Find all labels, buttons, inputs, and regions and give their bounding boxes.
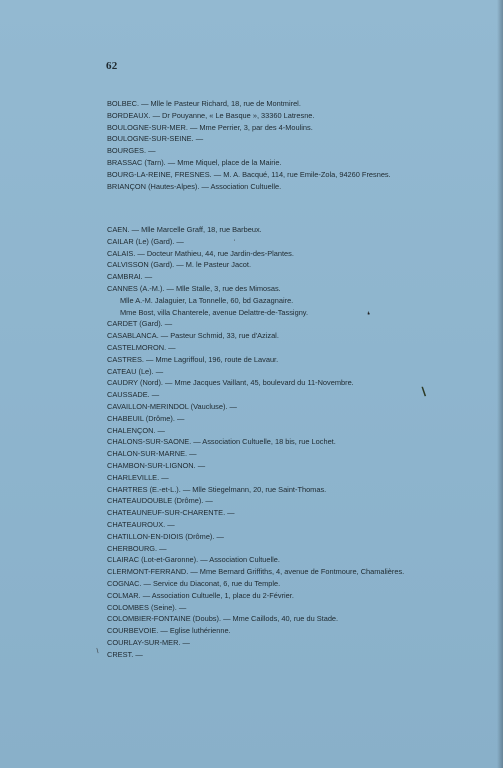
directory-entry: CHERBOURG. — <box>107 543 167 553</box>
directory-entry: CAILAR (Le) (Gard). — <box>107 236 184 246</box>
ink-speck-lower: / <box>95 647 101 656</box>
directory-entry: BOURGES. — <box>107 146 156 156</box>
directory-entry: CHARTRES (E.-et-L.). — Mlle Stiegelmann, 20, rue Saint-Thomas. <box>107 484 327 494</box>
directory-entry: CHAMBON-SUR-LIGNON. — <box>107 460 206 470</box>
directory-entry: COURLAY-SUR-MER. — <box>107 637 190 647</box>
page-edge-shadow <box>497 0 503 768</box>
directory-entry: CHATEAUNEUF-SUR-CHARENTE. — <box>107 508 235 518</box>
directory-entry: CAUSSADE. — <box>107 390 160 400</box>
directory-entry: CHATEAUROUX. — <box>107 519 175 529</box>
directory-entry-continuation: Mme Bost, villa Chanterele, avenue Delattre-de-Tassigny. <box>120 307 308 317</box>
directory-entry: CAMBRAI. — <box>107 272 153 282</box>
directory-entry: BOLBEC. — Mlle le Pasteur Richard, 18, rue de Montmirel. <box>107 99 301 108</box>
directory-entry: COLOMBES (Seine). — <box>107 602 187 612</box>
pencil-mark: \ <box>420 383 427 400</box>
directory-entry: COLOMBIER-FONTAINE (Doubs). — Mme Caillods, 40, rue du Stade. <box>107 614 339 624</box>
directory-entry: BOURG-LA-REINE, FRESNES. — M. A. Bacqué, 114, rue Emile-Zola, 94260 Fresnes. <box>107 169 391 179</box>
ink-mark: ❛ <box>367 310 371 320</box>
directory-entry: CLAIRAC (Lot-et-Garonne). — Association Cultuelle. <box>107 555 280 565</box>
directory-entry: CLERMONT-FERRAND. — Mme Bernard Griffiths, 4, avenue de Fontmoure, Chamalières. <box>107 567 405 577</box>
directory-entry: COGNAC. — Service du Diaconat, 6, rue du Temple. <box>107 578 281 588</box>
directory-entry: BRASSAC (Tarn). — Mme Miquel, place de la Mairie. <box>107 157 282 167</box>
directory-entry: BOULOGNE-SUR-MER. — Mme Perrier, 3, par des 4-Moulins. <box>107 122 313 132</box>
page-number: 62 <box>106 60 118 72</box>
directory-entry: BRIANÇON (Hautes-Alpes). — Association Cultuelle. <box>107 181 282 191</box>
directory-entry: CHALON-SUR-MARNE. — <box>107 449 197 459</box>
directory-entry-continuation: Mlle A.-M. Jalaguier, La Tonnelle, 60, bd Gazagnaire. <box>120 295 294 305</box>
directory-entry: BOULOGNE-SUR-SEINE. — <box>107 134 204 144</box>
directory-entry: CASTELMORON. — <box>107 342 176 352</box>
directory-section-c <box>107 224 497 660</box>
directory-entry: CAUDRY (Nord). — Mme Jacques Vaillant, 45, boulevard du 11-Novembre. <box>107 378 354 388</box>
directory-entry: COLMAR. — Association Cultuelle, 1, place du 2-Février. <box>107 590 294 600</box>
directory-entry: CALVISSON (Gard). — M. le Pasteur Jacot. <box>107 260 252 270</box>
directory-entry: CHARLEVILLE. — <box>107 472 169 482</box>
directory-entry: CALAIS. — Docteur Mathieu, 44, rue Jardin-des-Plantes. <box>107 248 294 258</box>
directory-entry: COURBEVOIE. — Eglise luthérienne. <box>107 626 231 636</box>
ink-speck: ' <box>234 240 236 246</box>
directory-section-b <box>107 98 497 192</box>
directory-entry: CASTRES. — Mme Lagriffoul, 196, route de Lavaur. <box>107 354 279 364</box>
directory-entry: CATEAU (Le). — <box>107 366 164 376</box>
directory-entry: CAEN. — Mlle Marcelle Graff, 18, rue Barbeux. <box>107 225 262 234</box>
directory-entry: CHATILLON-EN-DIOIS (Drôme). — <box>107 531 224 541</box>
directory-entry: CARDET (Gard). — <box>107 319 173 329</box>
directory-entry: CHALENÇON. — <box>107 425 165 435</box>
directory-entry: CAVAILLON-MERINDOL (Vaucluse). — <box>107 401 237 411</box>
directory-entry: CASABLANCA. — Pasteur Schmid, 33, rue d'Azizal. <box>107 331 279 341</box>
directory-entry: CANNES (A.-M.). — Mlle Stalle, 3, rue des Mimosas. <box>107 283 281 293</box>
directory-entry: CHALONS-SUR-SAONE. — Association Cultuelle, 18 bis, rue Lochet. <box>107 437 336 447</box>
directory-entry: CHABEUIL (Drôme). — <box>107 413 185 423</box>
directory-entry: CHATEAUDOUBLE (Drôme). — <box>107 496 213 506</box>
directory-entry: CREST. — <box>107 649 143 659</box>
directory-entry: BORDEAUX. — Dr Pouyanne, « Le Basque », 33360 Latresne. <box>107 110 315 120</box>
